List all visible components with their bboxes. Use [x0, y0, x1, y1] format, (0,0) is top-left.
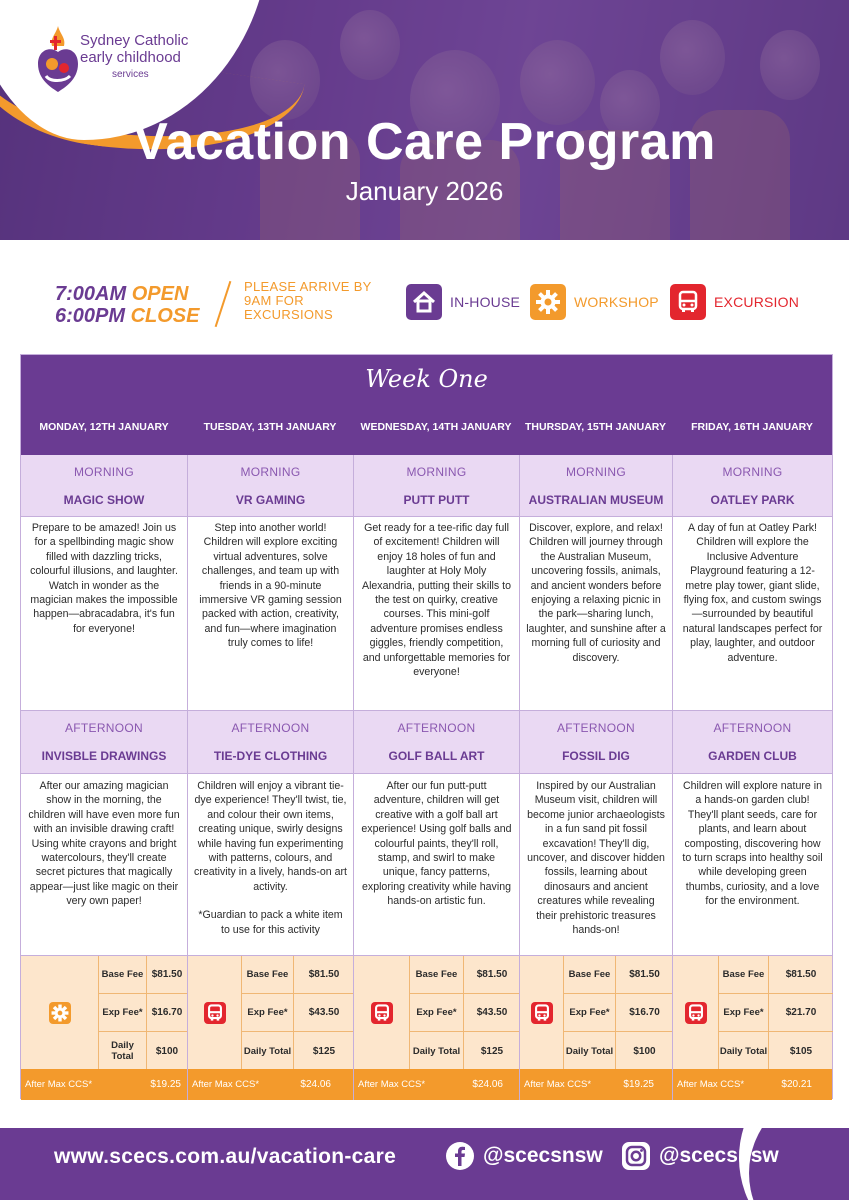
activity-note: *Guardian to pack a white item to use for this activity — [198, 909, 343, 936]
ccs-row: After Max CCS* $19.25 — [21, 1069, 187, 1100]
afternoon-description: Children will explore nature in a hands-on garden club! They'll plant seeds, care for plants, and learn about composting, discovering how to turn scraps into healthy soil while developing green thumbs, curiosity, and a love for the environment. — [682, 780, 823, 908]
ccs-value: $24.06 — [472, 1079, 503, 1090]
ccs-value: $19.25 — [623, 1079, 654, 1090]
legend-in-house: IN-HOUSE — [406, 284, 520, 320]
day-column-wednesday — [353, 455, 519, 1100]
afternoon-description: Inspired by our Australian Museum visit, children will become junior archaeologists in a fun sand pit fossil excavation! They'll dig, uncover, and discover hidden fossils, learning about dinosaurs and ancient creatures while revealing their prehistoric treasures hands-on! — [527, 780, 665, 937]
afternoon-session: AFTERNOON GARDEN CLUB — [673, 710, 832, 774]
ccs-value: $20.21 — [781, 1079, 812, 1090]
bus-icon — [685, 1002, 707, 1024]
daily-total: $125 — [312, 1045, 336, 1057]
morning-session: MORNING VR GAMING — [188, 455, 353, 517]
exp-fee: $43.50 — [308, 1007, 340, 1018]
week-title: Week One — [365, 365, 488, 393]
afternoon-session: AFTERNOON INVISBLE DRAWINGS — [21, 710, 187, 774]
exp-fee: $16.70 — [629, 1007, 660, 1018]
afternoon-description: Children will enjoy a vibrant tie-dye experience! They'll twist, tie, and colour their own items, creating unique, swirly designs while having fun experimenting with patterns, colours, and creativity in a lively, hands-on art activity. *Guardian to pack a white item to use for this activity — [194, 780, 347, 936]
instagram-icon — [621, 1141, 651, 1171]
daily-total: $100 — [155, 1045, 179, 1057]
morning-description: Prepare to be amazed! Join us for a spellbinding magic show filled with dazzling tricks, colourful illusions, and laughter. Watch in wonder as the magician makes the impossible happen—abracadabra, it's fun for everyone! — [30, 522, 178, 635]
day-header: FRIDAY, 16TH JANUARY — [691, 421, 813, 433]
week-header — [21, 355, 832, 455]
morning-activity: MAGIC SHOW — [63, 493, 145, 507]
page-subtitle: January 2026 — [345, 176, 504, 206]
base-fee: $81.50 — [785, 969, 817, 980]
bus-icon — [670, 284, 706, 320]
facebook-icon — [445, 1141, 475, 1171]
website-link[interactable]: www.scecs.com.au/vacation-care — [54, 1145, 397, 1168]
fee-table: Base Fee $81.50 Exp Fee* $43.50 Daily Total $125 — [188, 955, 353, 1069]
base-fee: $81.50 — [476, 969, 508, 980]
gear-icon — [530, 284, 566, 320]
ccs-value: $19.25 — [150, 1079, 181, 1090]
divider — [215, 281, 232, 327]
footer — [0, 1128, 849, 1200]
morning-activity: VR GAMING — [235, 493, 306, 507]
day-header: THURSDAY, 15TH JANUARY — [524, 421, 666, 433]
afternoon-description: After our fun putt-putt adventure, children will get creative with a golf ball art experience! Using golf balls and colourful paints, they'll roll, stamp, and swirl to make unique, fancy patterns, exploring creativity while having hands-on artistic fun. — [361, 780, 512, 908]
opening-hours: 7:00AM OPEN 6:00PM CLOSE — [55, 283, 200, 327]
day-column-monday — [21, 455, 187, 1100]
morning-activity: AUSTRALIAN MUSEUM — [528, 493, 664, 507]
arrival-note: PLEASE ARRIVE BY 9AM FOR EXCURSIONS — [244, 279, 372, 322]
afternoon-session: AFTERNOON TIE-DYE CLOTHING — [188, 710, 353, 774]
afternoon-activity: INVISBLE DRAWINGS — [41, 749, 167, 763]
morning-description: Discover, explore, and relax! Children will journey through the Australian Museum, uncovering fossils, animals, and ancient wonders before enjoying a relaxing picnic in the park—sharing lunch, laughter, and sunshine after a morning full of curiosity and discovery. — [526, 522, 666, 664]
morning-activity: OATLEY PARK — [710, 493, 795, 507]
afternoon-description: After our amazing magician show in the morning, the children will have even more fun with an invisible drawing craft! Using white crayons and bright watercolours, they'll create secret pictures that magically appear—just like magic on their very own paper! — [28, 780, 180, 908]
exp-fee: $21.70 — [785, 1007, 817, 1018]
exp-fee: $43.50 — [476, 1007, 508, 1018]
ccs-row: After Max CCS* $24.06 — [354, 1069, 519, 1100]
morning-session: MORNING OATLEY PARK — [673, 455, 832, 517]
fee-table: Base Fee $81.50 Exp Fee* $43.50 Daily Total $125 — [354, 955, 519, 1069]
gear-icon — [49, 1002, 71, 1024]
afternoon-activity: GARDEN CLUB — [708, 749, 797, 763]
exp-fee: $16.70 — [151, 1007, 183, 1018]
day-column-friday — [672, 455, 832, 1100]
base-fee: $81.50 — [151, 969, 183, 980]
daily-total: $100 — [633, 1045, 656, 1057]
morning-session: MORNING AUSTRALIAN MUSEUM — [520, 455, 672, 517]
morning-activity: PUTT PUTT — [403, 493, 470, 507]
instagram-link[interactable]: @scecsnsw — [621, 1141, 779, 1171]
afternoon-activity: TIE-DYE CLOTHING — [213, 749, 328, 763]
legend-workshop: WORKSHOP — [530, 284, 659, 320]
page-title: Vacation Care Program — [133, 113, 716, 171]
ccs-value: $24.06 — [300, 1079, 331, 1090]
ccs-row: After Max CCS* $24.06 — [188, 1069, 353, 1100]
bus-icon — [371, 1002, 393, 1024]
ccs-row: After Max CCS* $20.21 — [673, 1069, 832, 1100]
bus-icon — [204, 1002, 226, 1024]
facebook-link[interactable]: @scecsnsw — [445, 1141, 603, 1171]
day-column-thursday — [519, 455, 672, 1100]
base-fee: $81.50 — [308, 969, 340, 980]
afternoon-session: AFTERNOON GOLF BALL ART — [354, 710, 519, 774]
morning-description: A day of fun at Oatley Park! Children will explore the Inclusive Adventure Playground featuring a 12-metre play tower, giant slide, flying fox, and custom swings—surrounded by beautiful natural landscapes perfect for play, laughter, and outdoor adventure. — [682, 522, 823, 664]
daily-total: $125 — [480, 1045, 504, 1057]
morning-session: MORNING MAGIC SHOW — [21, 455, 187, 517]
fee-table: Base Fee $81.50 Exp Fee* $16.70 Daily Total $100 — [520, 955, 672, 1069]
morning-description: Get ready for a tee-rific day full of excitement! Children will enjoy 18 holes of fun and laughter at Holy Moly Alexandria, putting their skills to the test on quirky, creative courses. This mini-golf adventure promises endless giggles, friendly competition, and unforgettable memories for everyone! — [362, 522, 511, 679]
afternoon-activity: GOLF BALL ART — [388, 749, 485, 763]
day-column-tuesday — [187, 455, 353, 1100]
morning-description: Step into another world! Children will explore exciting virtual adventures, solve challenges, and team up with friends in a 90-minute immersive VR gaming session packed with action, creativity, and fun—where imagination truly comes to life! — [199, 522, 342, 650]
day-header: MONDAY, 12TH JANUARY — [39, 421, 169, 433]
brand-name: Sydney Catholic early childhood services — [80, 32, 189, 80]
hero-banner — [0, 0, 849, 240]
fee-table: Base Fee $81.50 Exp Fee* $21.70 Daily Total $105 — [673, 955, 832, 1069]
morning-session: MORNING PUTT PUTT — [354, 455, 519, 517]
legend-excursion: EXCURSION — [670, 284, 799, 320]
ccs-row: After Max CCS* $19.25 — [520, 1069, 672, 1100]
fee-table: Base Fee $81.50 Exp Fee* $16.70 Daily Total $100 — [21, 955, 187, 1069]
daily-total: $105 — [789, 1045, 813, 1057]
bus-icon — [531, 1002, 553, 1024]
day-header: WEDNESDAY, 14TH JANUARY — [360, 421, 512, 433]
house-icon — [406, 284, 442, 320]
afternoon-session: AFTERNOON FOSSIL DIG — [520, 710, 672, 774]
logo-icon — [30, 24, 86, 94]
afternoon-activity: FOSSIL DIG — [562, 749, 630, 763]
program-table — [20, 354, 833, 1099]
base-fee: $81.50 — [629, 969, 660, 980]
day-header: TUESDAY, 13TH JANUARY — [203, 421, 337, 433]
